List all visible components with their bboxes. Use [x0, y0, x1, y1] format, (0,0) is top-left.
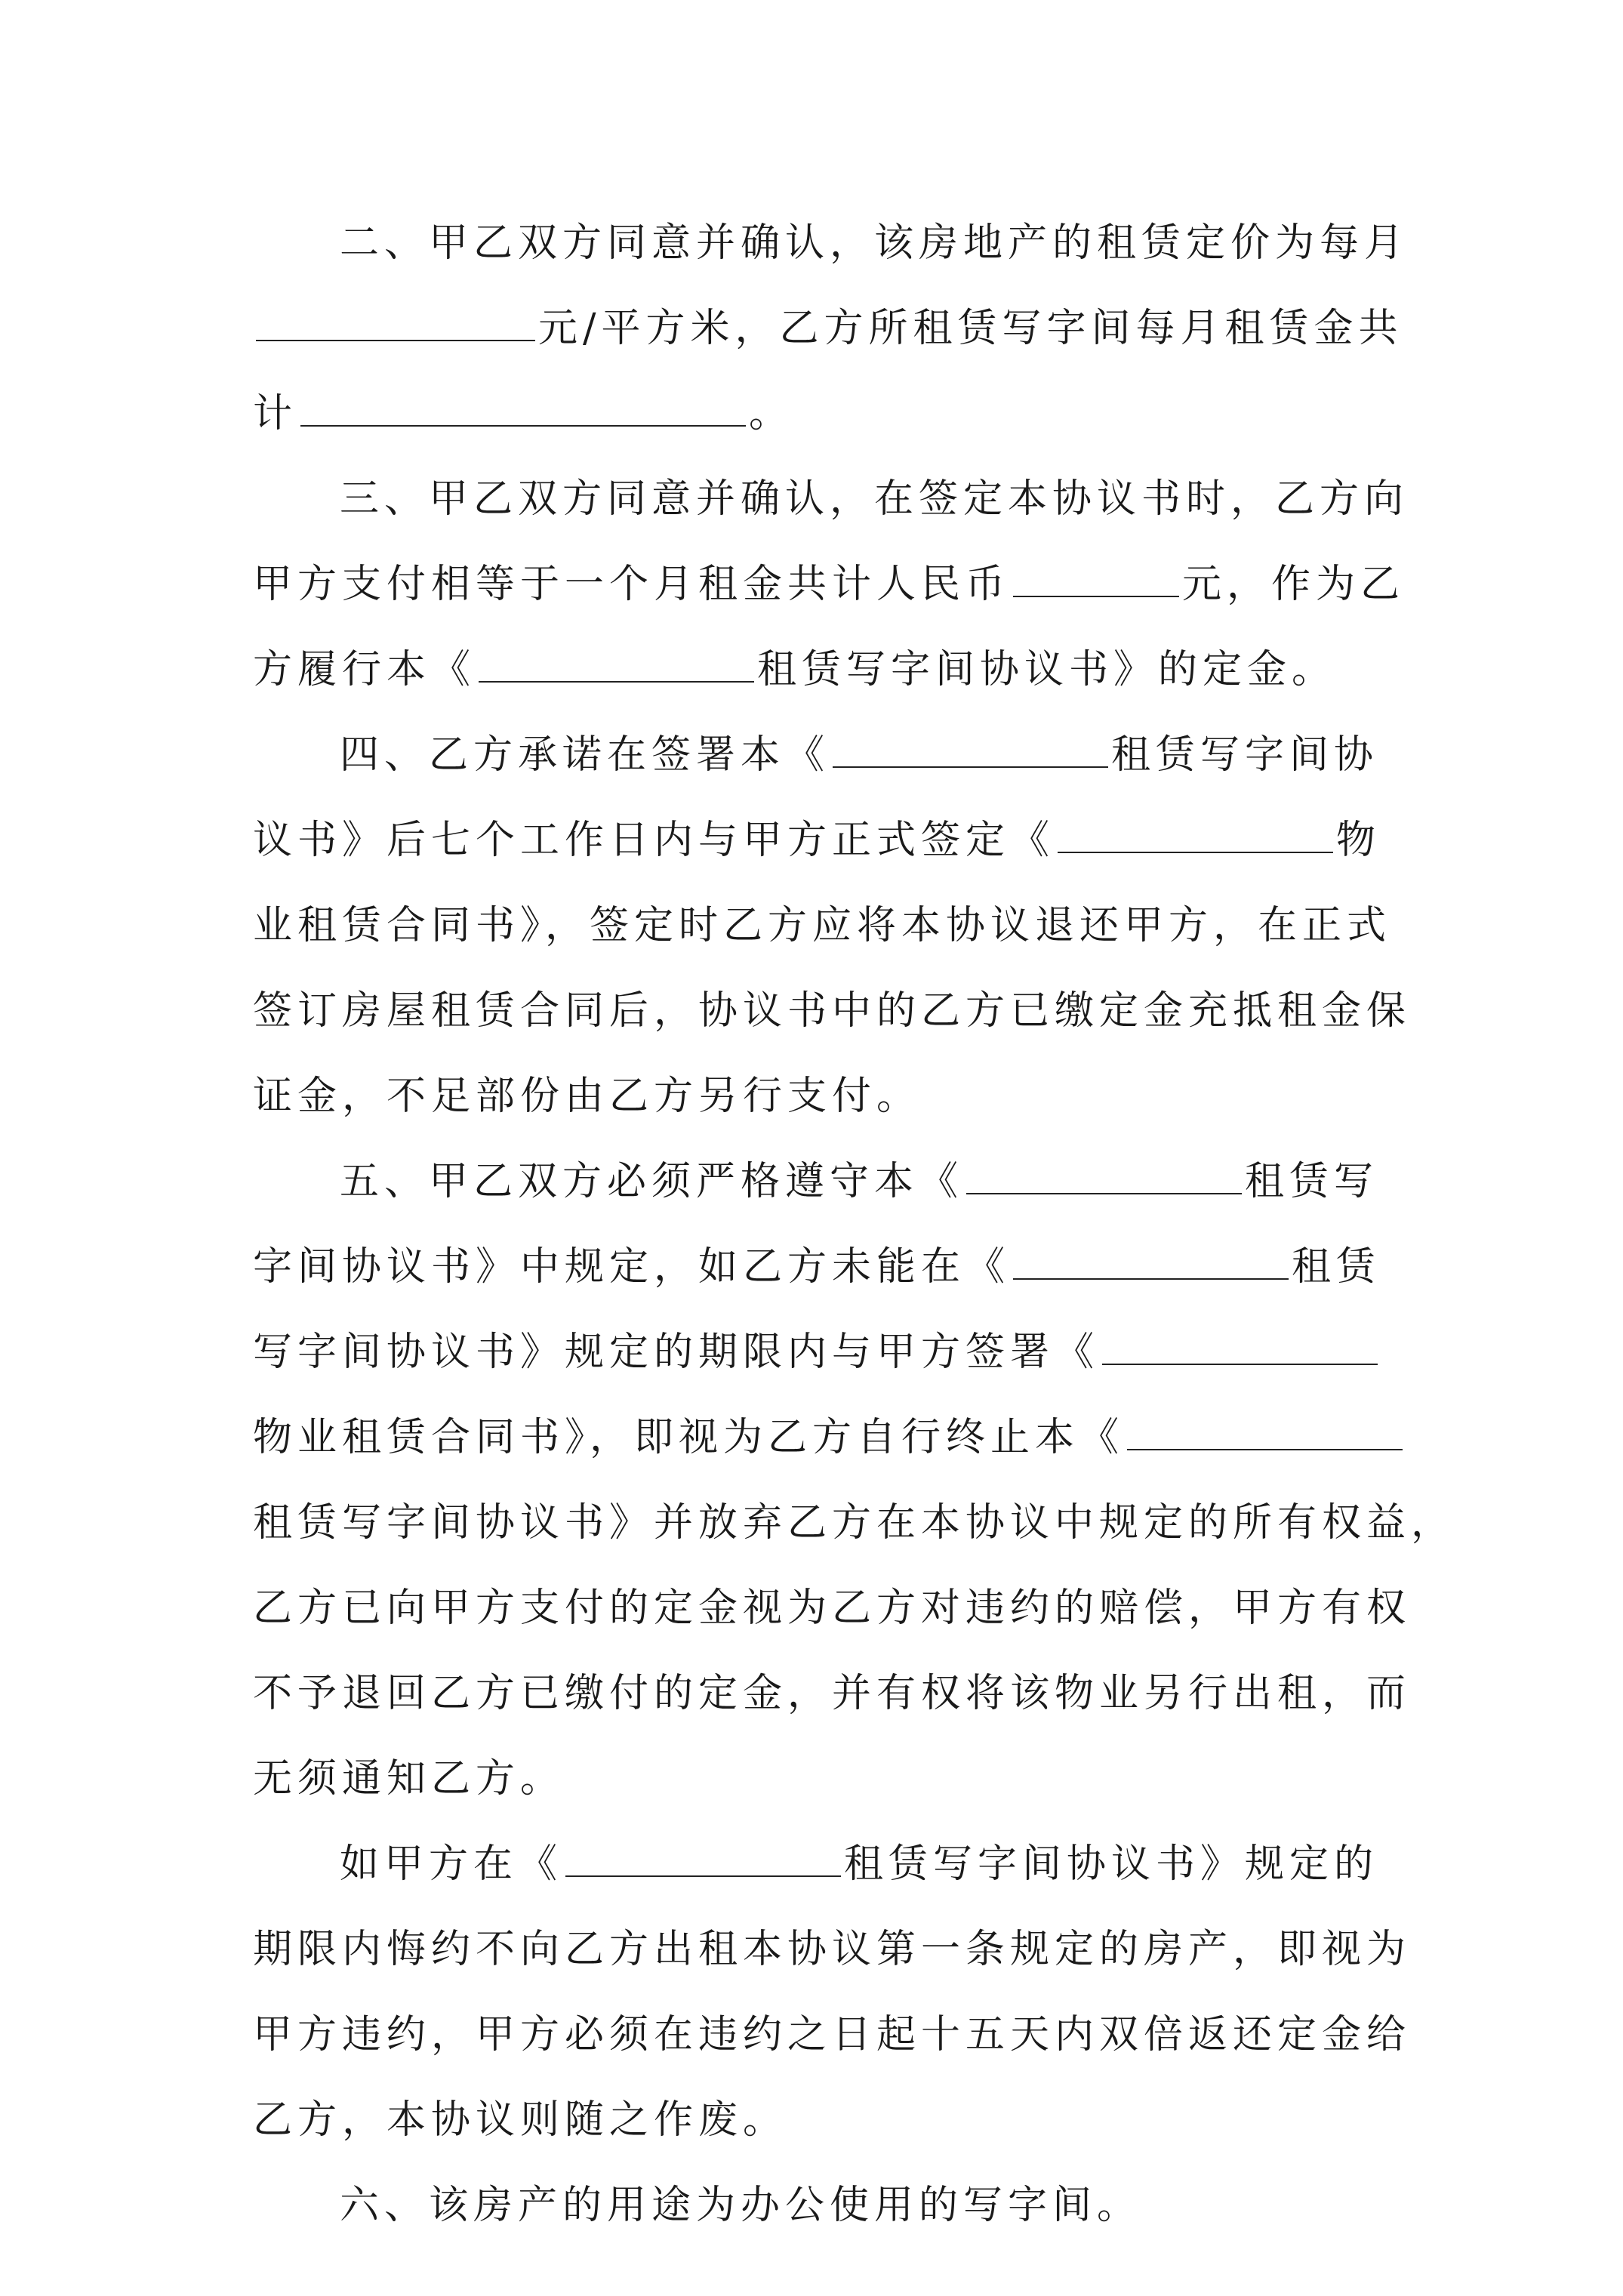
clause-4-line-5 [253, 1062, 921, 1130]
clause-5b-line-3 [253, 2001, 1411, 2069]
fill-blank[interactable] [479, 639, 754, 683]
clause-5-line-3 [253, 1318, 1381, 1386]
fill-blank[interactable] [833, 724, 1108, 768]
clause-6-line-1 [340, 2171, 1141, 2239]
clause-text: 业租赁合同书》，签定时乙方应将本协议退还甲方，在正式 [253, 903, 1392, 948]
clause-2-line-3 [253, 380, 793, 448]
clause-5-line-4 [253, 1404, 1406, 1472]
clause-text: 租赁写字间协议书》规定的 [844, 1841, 1379, 1887]
clause-text: 二、甲乙双方同意并确认，该房地产的租赁定价为每月 [340, 220, 1409, 266]
clause-2-line-2 [253, 294, 1403, 362]
clause-4-line-1 [340, 721, 1378, 789]
clause-5b-line-1 [340, 1830, 1378, 1898]
clause-text: 字间协议书》中规定，如乙方未能在《 [253, 1244, 1011, 1290]
clause-3-line-1 [340, 465, 1409, 533]
clause-5-line-7 [253, 1660, 1411, 1727]
clause-text: 方履行本《 [253, 647, 476, 692]
clause-text: 如甲方在《 [340, 1841, 563, 1887]
clause-4-line-3 [253, 892, 1391, 960]
fill-blank[interactable] [300, 383, 746, 427]
clause-text: 议书》后七个工作日内与甲方正式签定《 [253, 818, 1055, 863]
clause-text: 无须通知乙方。 [253, 1756, 565, 1801]
clause-text: 租赁写字间协议书》并放弃乙方在本协议中规定的所有权益， [253, 1500, 1456, 1546]
clause-text: 六、该房产的用途为办公使用的写字间。 [340, 2183, 1142, 2228]
fill-blank[interactable] [1102, 1321, 1378, 1365]
clause-2-line-1 [340, 209, 1409, 277]
clause-text: 元/平方米，乙方所租赁写字间每月租赁金共 [538, 306, 1403, 351]
clause-text: 租赁写 [1245, 1159, 1379, 1204]
clause-text: 计 [253, 391, 298, 436]
clause-5b-line-4 [253, 2086, 787, 2154]
clause-text: 乙方，本协议则随之作废。 [253, 2097, 788, 2143]
clause-text: 元，作为乙 [1182, 562, 1406, 607]
clause-text: 三、甲乙双方同意并确认，在签定本协议书时，乙方向 [340, 476, 1409, 522]
fill-blank[interactable] [1058, 809, 1333, 853]
clause-5-line-1 [340, 1148, 1378, 1216]
clause-text: 甲方违约，甲方必须在违约之日起十五天内双倍返还定金给 [253, 2012, 1412, 2057]
fill-blank[interactable] [565, 1833, 841, 1877]
fill-blank[interactable] [256, 297, 535, 341]
clause-text: 签订房屋租赁合同后，协议书中的乙方已缴定金充抵租金保 [253, 988, 1412, 1034]
clause-5-line-6 [253, 1574, 1411, 1642]
clause-text: 写字间协议书》规定的期限内与甲方签署《 [253, 1330, 1100, 1375]
fill-blank[interactable] [966, 1151, 1242, 1194]
clause-text: 证金，不足部份由乙方另行支付。 [253, 1074, 922, 1119]
fill-blank[interactable] [1013, 553, 1179, 597]
clause-text: 。 [749, 391, 794, 436]
clause-text: 甲方支付相等于一个月租金共计人民币 [253, 562, 1011, 607]
clause-text: 期限内悔约不向乙方出租本协议第一条规定的房产，即视为 [253, 1927, 1412, 1972]
clause-3-line-3 [253, 636, 1336, 704]
clause-text: 四、乙方承诺在签署本《 [340, 732, 830, 778]
clause-5-line-5 [253, 1489, 1455, 1557]
clause-text: 租赁 [1292, 1244, 1381, 1290]
clause-4-line-2 [253, 806, 1381, 874]
clause-text: 租赁写字间协议书》的定金。 [757, 647, 1337, 692]
clause-text: 物业租赁合同书》，即视为乙方自行终止本《 [253, 1415, 1125, 1460]
clause-text: 五、甲乙双方必须严格遵守本《 [340, 1159, 964, 1204]
clause-5-line-8 [253, 1745, 565, 1813]
fill-blank[interactable] [1013, 1236, 1289, 1280]
clause-4-line-4 [253, 977, 1411, 1045]
clause-5-line-2 [253, 1233, 1381, 1301]
clause-3-line-2 [253, 550, 1405, 618]
clause-text: 物 [1336, 818, 1381, 863]
clause-5b-line-2 [253, 1915, 1411, 1983]
clause-text: 不予退回乙方已缴付的定金，并有权将该物业另行出租，而 [253, 1671, 1412, 1716]
fill-blank[interactable] [1127, 1407, 1403, 1450]
clause-text: 租赁写字间协 [1111, 732, 1379, 778]
clause-text: 乙方已向甲方支付的定金视为乙方对违约的赔偿，甲方有权 [253, 1586, 1412, 1631]
